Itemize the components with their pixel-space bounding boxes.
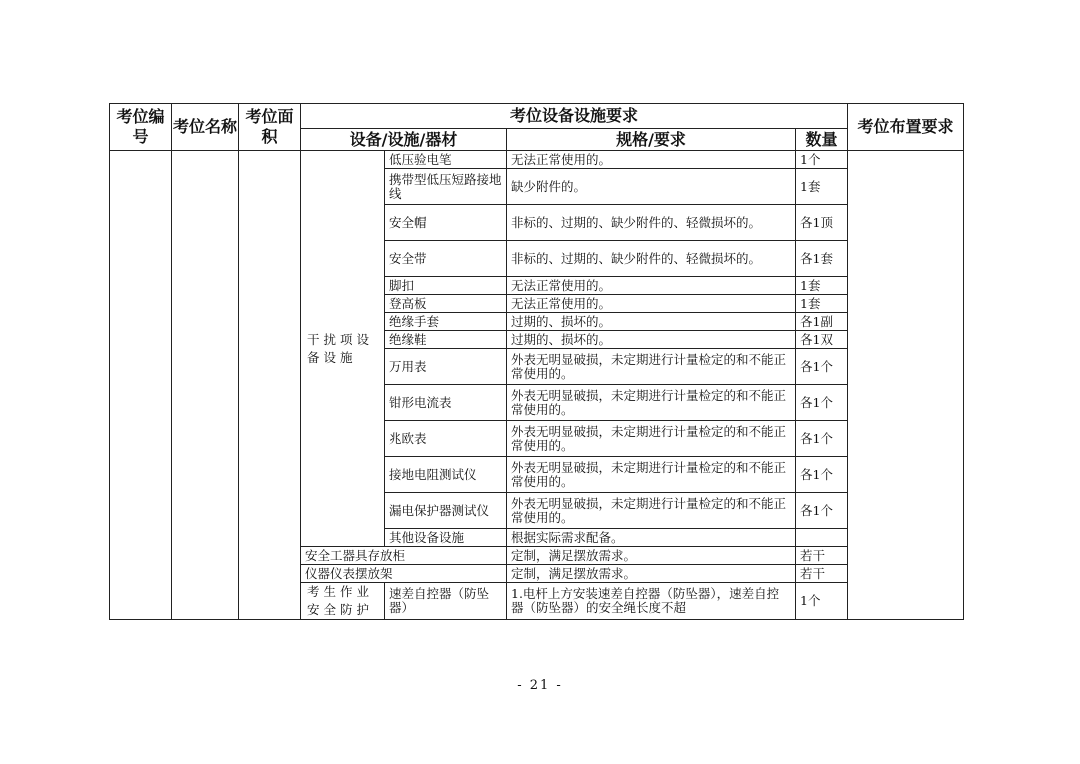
item-spec: 外表无明显破损，未定期进行计量检定的和不能正常使用的。	[507, 421, 796, 457]
item-name: 其他设备设施	[385, 529, 507, 547]
item-spec: 定制，满足摆放需求。	[507, 547, 796, 565]
item-name: 速差自控器（防坠器）	[385, 583, 507, 620]
header-layout: 考位布置要求	[848, 104, 964, 151]
header-spec: 规格/要求	[507, 129, 796, 151]
cell-name	[172, 151, 239, 620]
cell-area	[239, 151, 301, 620]
item-spec: 缺少附件的。	[507, 169, 796, 205]
item-qty: 1套	[796, 277, 848, 295]
item-name: 安全带	[385, 241, 507, 277]
item-qty: 各1个	[796, 457, 848, 493]
item-name: 绝缘鞋	[385, 331, 507, 349]
item-name: 安全帽	[385, 205, 507, 241]
header-requirements: 考位设备设施要求	[301, 104, 848, 129]
item-spec: 外表无明显破损，未定期进行计量检定的和不能正常使用的。	[507, 493, 796, 529]
item-qty: 各1个	[796, 493, 848, 529]
item-qty: 1个	[796, 151, 848, 169]
item-spec: 过期的、损坏的。	[507, 331, 796, 349]
item-spec: 过期的、损坏的。	[507, 313, 796, 331]
item-qty: 各1双	[796, 331, 848, 349]
item-name: 仪器仪表摆放架	[301, 565, 507, 583]
item-qty: 各1个	[796, 421, 848, 457]
item-qty: 各1副	[796, 313, 848, 331]
item-name: 低压验电笔	[385, 151, 507, 169]
item-name: 兆欧表	[385, 421, 507, 457]
item-spec: 无法正常使用的。	[507, 277, 796, 295]
item-name: 携带型低压短路接地线	[385, 169, 507, 205]
item-name: 漏电保护器测试仪	[385, 493, 507, 529]
item-spec: 定制，满足摆放需求。	[507, 565, 796, 583]
item-name: 万用表	[385, 349, 507, 385]
item-qty: 若干	[796, 547, 848, 565]
item-qty: 各1套	[796, 241, 848, 277]
item-spec: 外表无明显破损，未定期进行计量检定的和不能正常使用的。	[507, 385, 796, 421]
page-number: - 21 -	[517, 678, 563, 693]
header-quantity: 数量	[796, 129, 848, 151]
item-name: 脚扣	[385, 277, 507, 295]
item-qty: 各1个	[796, 349, 848, 385]
item-name: 登高板	[385, 295, 507, 313]
item-qty: 各1顶	[796, 205, 848, 241]
header-equipment: 设备/设施/器材	[301, 129, 507, 151]
table-row	[110, 151, 964, 169]
item-qty: 1套	[796, 169, 848, 205]
item-qty	[796, 529, 848, 547]
header-code: 考位编号	[110, 104, 172, 151]
item-spec: 非标的、过期的、缺少附件的、轻微损坏的。	[507, 205, 796, 241]
item-name: 接地电阻测试仪	[385, 457, 507, 493]
item-spec: 无法正常使用的。	[507, 295, 796, 313]
category-protection: 考生作业安全防护	[301, 583, 385, 620]
item-spec: 外表无明显破损，未定期进行计量检定的和不能正常使用的。	[507, 457, 796, 493]
cell-layout	[848, 151, 964, 620]
item-qty: 1套	[796, 295, 848, 313]
item-spec: 无法正常使用的。	[507, 151, 796, 169]
item-name: 绝缘手套	[385, 313, 507, 331]
header-area: 考位面积	[239, 104, 301, 151]
item-spec: 非标的、过期的、缺少附件的、轻微损坏的。	[507, 241, 796, 277]
item-qty: 各1个	[796, 385, 848, 421]
item-qty: 若干	[796, 565, 848, 583]
requirements-table	[109, 103, 964, 620]
item-qty: 1个	[796, 583, 848, 620]
item-spec: 根据实际需求配备。	[507, 529, 796, 547]
header-name: 考位名称	[172, 104, 239, 151]
item-spec: 外表无明显破损，未定期进行计量检定的和不能正常使用的。	[507, 349, 796, 385]
item-spec: 1.电杆上方安装速差自控器（防坠器），速差自控器（防坠器）的安全绳长度不超	[507, 583, 796, 620]
item-name: 钳形电流表	[385, 385, 507, 421]
cell-code	[110, 151, 172, 620]
category-interference: 干扰项设备设施	[301, 151, 385, 547]
item-name: 安全工器具存放柜	[301, 547, 507, 565]
